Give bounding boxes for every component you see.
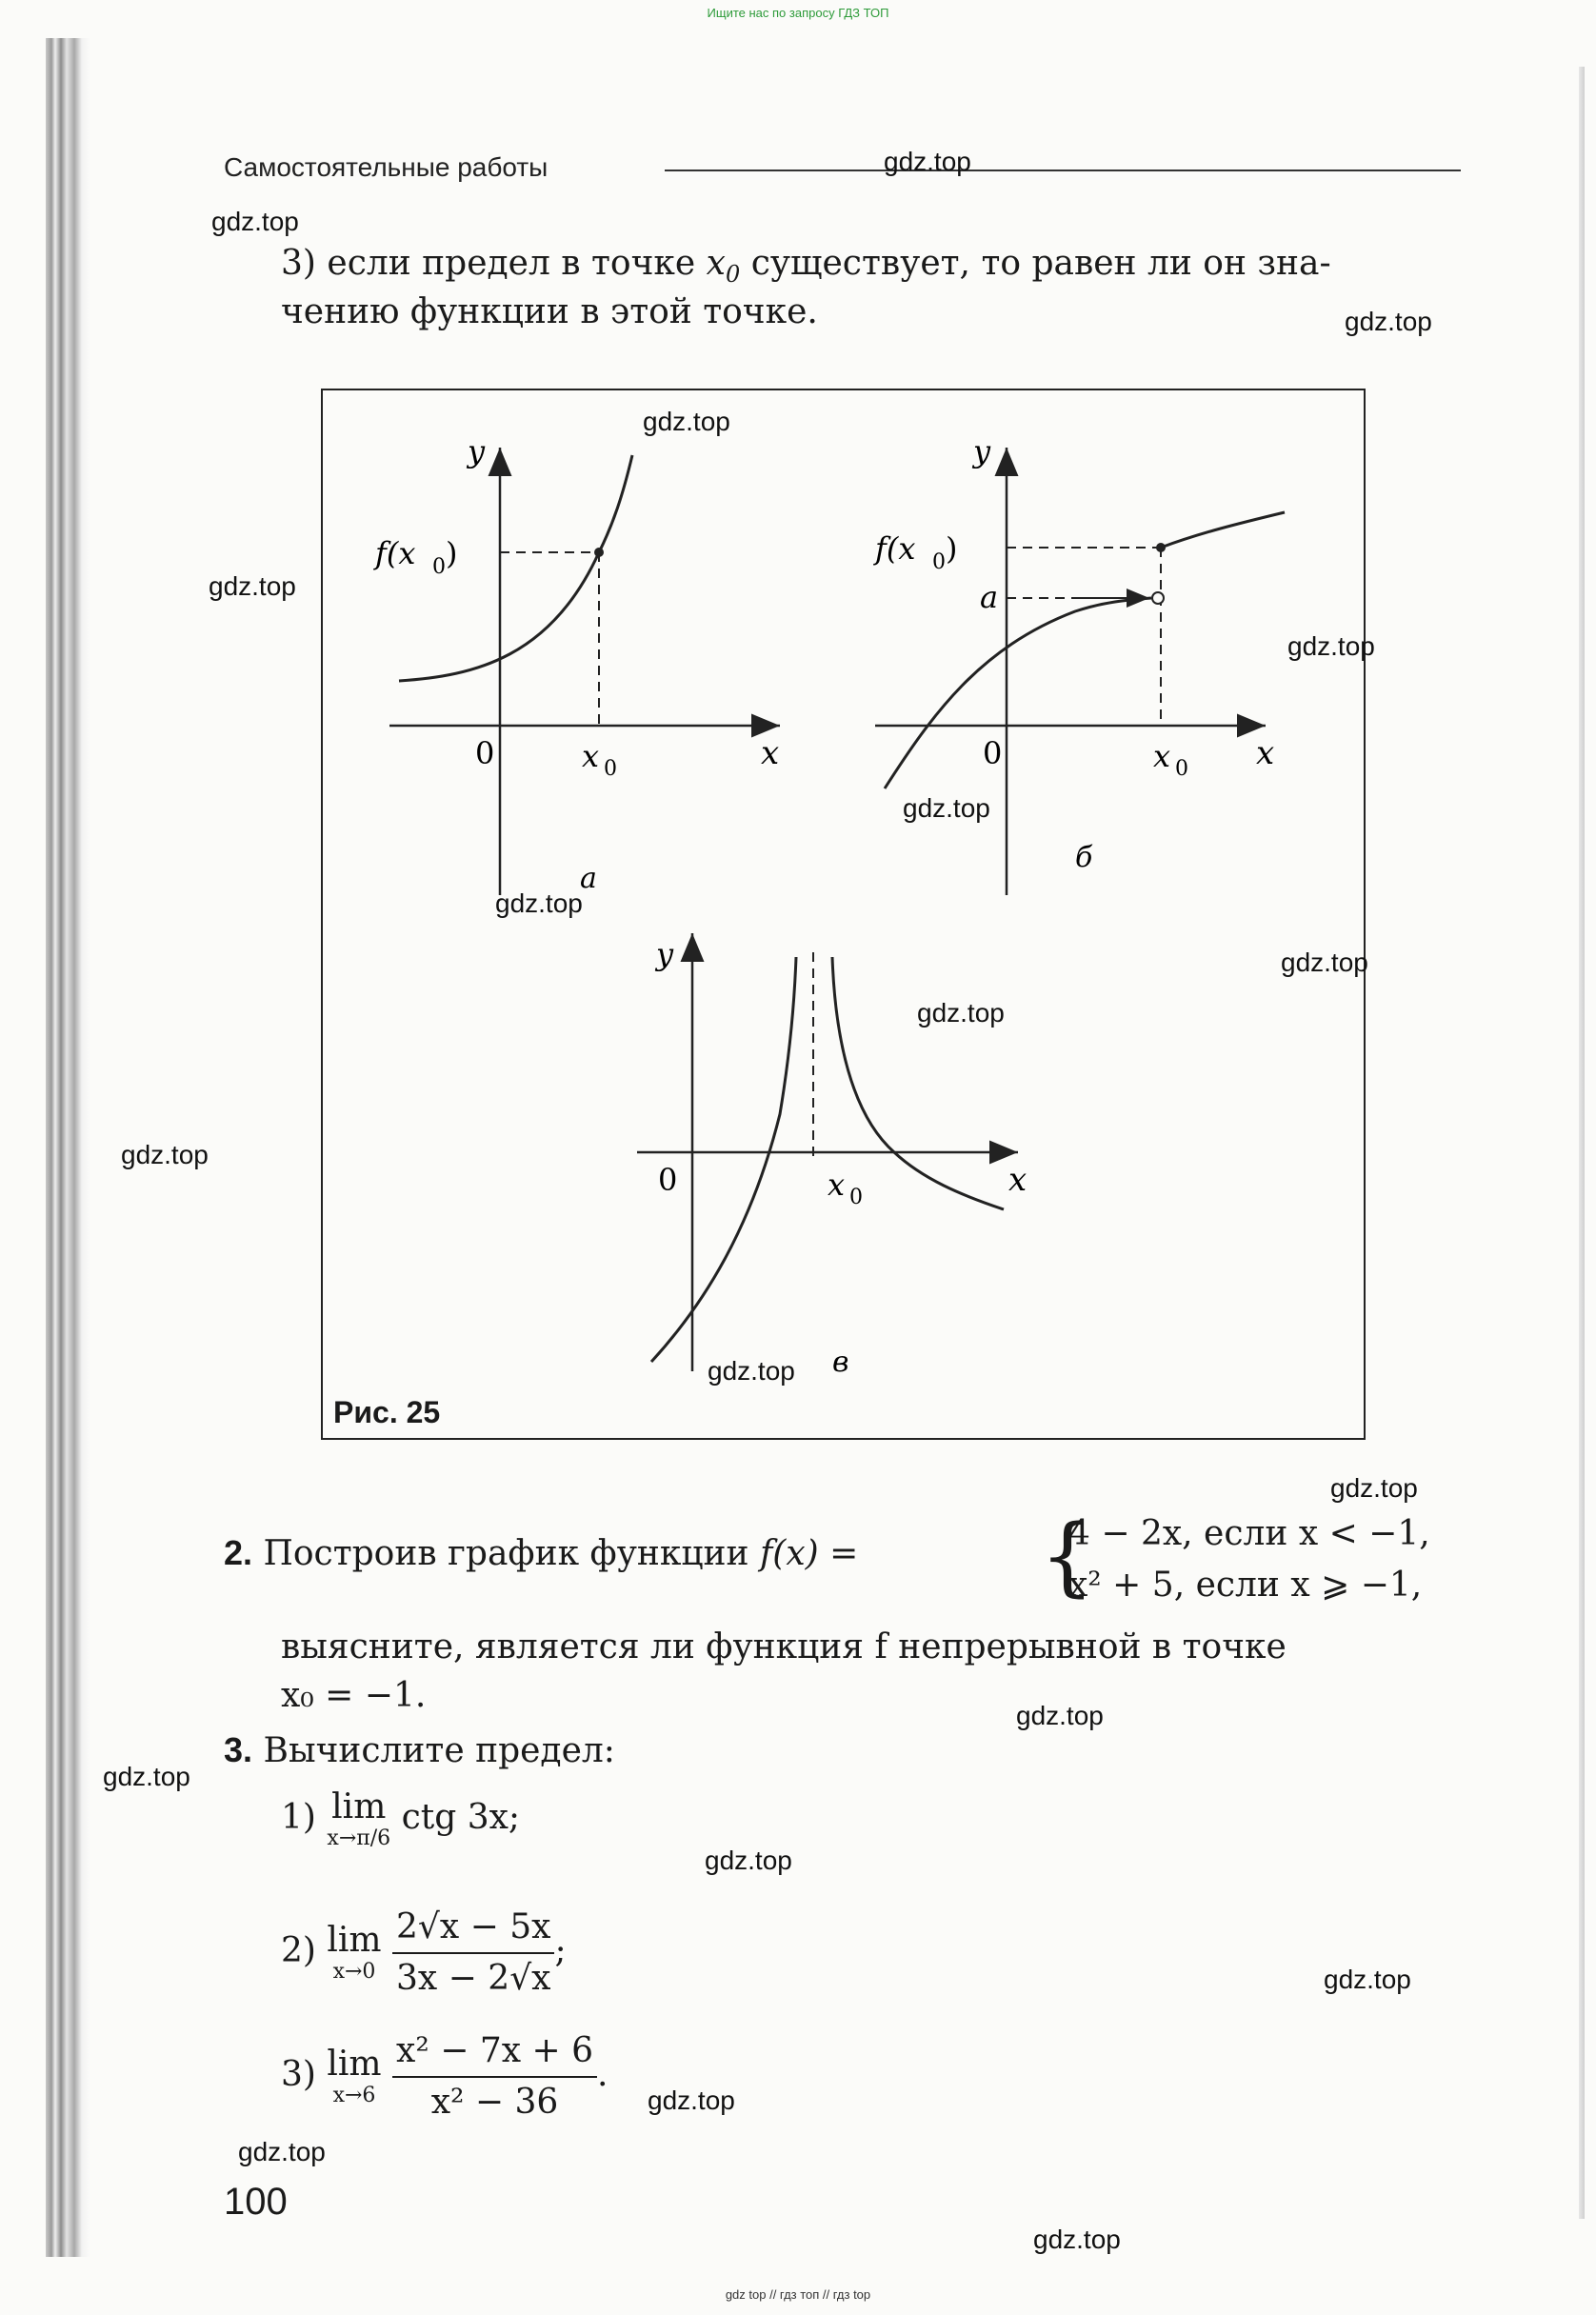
figure-caption: Рис. 25 — [333, 1395, 441, 1429]
graph-b-filled-point — [1156, 543, 1166, 552]
task2-case2: x² + 5, если x ⩾ −1, — [1068, 1566, 1423, 1605]
item1-lim-word: lim — [331, 1787, 387, 1826]
watermark: gdz.top — [1287, 631, 1375, 661]
item3-lim-word: lim — [327, 2045, 382, 2084]
watermark: gdz.top — [121, 1140, 209, 1169]
graph-a-y-label: y — [468, 433, 486, 469]
task2-text: Построив график функции — [263, 1534, 760, 1573]
graph-b-fx0: f(x — [875, 530, 916, 567]
item2-numerator: 2√x − 5x — [392, 1903, 554, 1954]
task2-line3: x₀ = −1. — [281, 1676, 427, 1715]
watermark: gdz.top — [643, 407, 730, 436]
item1-lim-sub: x→π/6 — [327, 1826, 391, 1850]
item3-lim-sub: x→6 — [332, 2084, 376, 2107]
graph-b-zero: 0 — [983, 735, 1003, 771]
watermark: gdz.top — [1016, 1701, 1104, 1730]
top-banner: Ищите нас по запросу ГДЗ ТОП — [707, 6, 889, 20]
item3-numerator: x² − 7x + 6 — [392, 2026, 597, 2078]
x0-symbol: $x_0$ — [706, 244, 741, 289]
graph-c-zero: 0 — [658, 1162, 678, 1198]
panel-label-a: а — [580, 862, 597, 895]
graph-a-x0-sub: 0 — [604, 757, 617, 781]
item3-number: 3) — [281, 2055, 316, 2094]
panel-label-b: б — [1075, 841, 1093, 874]
watermark: gdz.top — [1281, 948, 1368, 977]
page-edge — [1579, 67, 1585, 2219]
item3-end: . — [596, 2055, 608, 2094]
graph-b-fx0-close: ) — [946, 530, 958, 567]
task2-case1: 4 − 2x, если x < −1, — [1068, 1514, 1430, 1553]
graph-b-x0-sub: 0 — [1175, 757, 1188, 781]
watermark: gdz.top — [1324, 1965, 1411, 1994]
graph-a — [373, 433, 780, 895]
item2-limit — [327, 1921, 382, 1984]
item2-fraction — [392, 1903, 554, 2004]
figure-graphs — [323, 390, 1364, 1438]
graph-b-fx0-sub: 0 — [932, 550, 946, 574]
watermark: gdz.top — [917, 998, 1005, 1028]
bottom-banner: gdz top // гдз топ // гдз top — [725, 2287, 871, 2302]
graph-b-a-label: a — [980, 579, 999, 615]
graph-c-y-label: y — [656, 936, 674, 972]
task2-function-name: f(x) = — [759, 1534, 859, 1573]
graph-a-x0: x — [582, 738, 600, 774]
task3-item1 — [281, 1787, 521, 1850]
graph-a-fx0-sub: 0 — [432, 555, 446, 579]
watermark: gdz.top — [903, 793, 990, 823]
watermark: gdz.top — [103, 1762, 190, 1791]
item1-number: 1) — [281, 1798, 316, 1837]
intro-line-2: чению функции в этой точке. — [281, 292, 818, 331]
book-spine-shadow — [46, 38, 90, 2257]
task2-line1 — [224, 1529, 858, 1578]
watermark: gdz.top — [211, 207, 299, 236]
task2-line2: выясните, является ли функция f непрерывной в точке — [281, 1627, 1287, 1666]
intro-text-b: существует, то равен ли он зна- — [740, 244, 1331, 283]
task3-line — [224, 1726, 615, 1775]
watermark: gdz.top — [648, 2085, 735, 2115]
task3-number: 3. — [224, 1730, 253, 1769]
watermark: gdz.top — [238, 2137, 326, 2166]
task3-item2 — [281, 1903, 567, 2004]
watermark: gdz.top — [209, 571, 296, 601]
graph-a-point — [594, 548, 604, 557]
page-number: 100 — [224, 2181, 288, 2223]
graph-b — [873, 433, 1285, 895]
item3-fraction — [392, 2026, 597, 2127]
panel-label-c: в — [832, 1346, 849, 1379]
figure-25 — [321, 389, 1366, 1440]
graph-c-x0-sub: 0 — [849, 1186, 863, 1209]
item3-limit — [327, 2047, 381, 2106]
task2-number: 2. — [224, 1533, 253, 1572]
graph-c-curve-left — [651, 957, 796, 1362]
item2-lim-sub: x→0 — [332, 1960, 376, 1984]
header-rule — [665, 170, 1461, 171]
item1-limit — [327, 1787, 391, 1850]
watermark: gdz.top — [1033, 2225, 1121, 2254]
item2-denominator: 3x − 2√x — [396, 1959, 551, 1998]
graph-c-x0: x — [828, 1167, 846, 1203]
graph-b-x-label: x — [1256, 734, 1275, 772]
graph-a-fx0-close: ) — [446, 535, 458, 571]
graph-b-y-label: y — [973, 433, 991, 469]
task3-text: Вычислите предел: — [263, 1731, 615, 1770]
watermark: gdz.top — [1330, 1473, 1418, 1503]
item1-expr: ctg 3x; — [401, 1798, 521, 1837]
graph-a-fx0: f(x — [375, 535, 416, 571]
item2-number: 2) — [281, 1931, 316, 1970]
watermark: gdz.top — [708, 1356, 795, 1386]
graph-c-curve-right — [832, 957, 1004, 1209]
watermark: gdz.top — [1345, 307, 1432, 336]
graph-a-x-label: x — [761, 734, 780, 772]
watermark: gdz.top — [705, 1846, 792, 1875]
graph-b-x0: x — [1153, 738, 1171, 774]
item2-end: ; — [554, 1931, 567, 1970]
graph-b-curve-left — [885, 598, 1151, 788]
graph-b-open-point — [1152, 592, 1164, 604]
intro-text-a: 3) если предел в точке — [281, 244, 707, 283]
item3-denominator: x² − 36 — [430, 2083, 559, 2122]
watermark: gdz.top — [884, 147, 971, 176]
page-header-title: Самостоятельные работы — [224, 152, 549, 182]
task3-item3 — [281, 2026, 608, 2127]
task2-brace: { — [1040, 1507, 1095, 1607]
graph-b-curve-right — [1161, 512, 1285, 548]
graph-a-zero: 0 — [475, 735, 495, 771]
item2-lim-word: lim — [327, 1921, 382, 1960]
watermark: gdz.top — [495, 888, 583, 918]
graph-c-x-label: x — [1008, 1161, 1027, 1199]
